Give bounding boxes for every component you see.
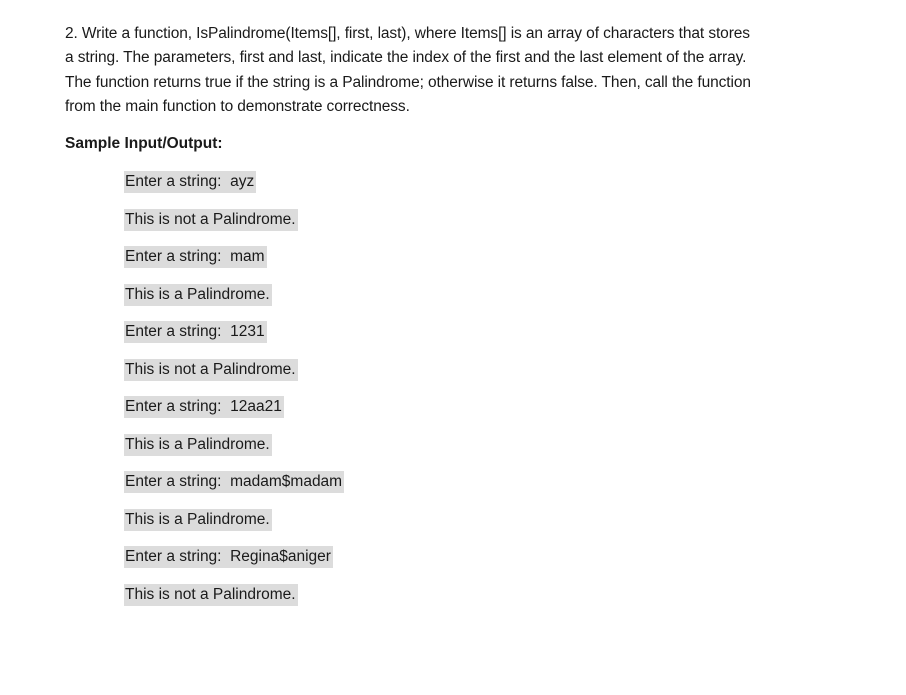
- sample-io-text: Enter a string: mam: [124, 246, 267, 268]
- sample-io-line: [124, 171, 344, 209]
- question-line-3: The function returns true if the string is a Palindrome; otherwise it returns false. Then, call the function: [65, 73, 751, 91]
- sample-io-text: This is a Palindrome.: [124, 434, 272, 456]
- sample-io-list: [124, 171, 344, 621]
- sample-io-text: This is a Palindrome.: [124, 284, 272, 306]
- sample-io-text: This is not a Palindrome.: [124, 359, 298, 381]
- sample-io-text: This is a Palindrome.: [124, 509, 272, 531]
- sample-io-text: Enter a string: 12aa21: [124, 396, 284, 418]
- sample-io-line: [124, 434, 344, 472]
- sample-io-text: This is not a Palindrome.: [124, 209, 298, 231]
- sample-io-line: [124, 471, 344, 509]
- sample-io-text: Enter a string: Regina$aniger: [124, 546, 333, 568]
- sample-io-line: [124, 509, 344, 547]
- sample-io-line: [124, 321, 344, 359]
- question-text: [65, 22, 865, 119]
- sample-io-line: [124, 246, 344, 284]
- sample-io-line: [124, 396, 344, 434]
- question-line-1: 2. Write a function, IsPalindrome(Items[], first, last), where Items[] is an array of characters that stores: [65, 25, 750, 42]
- sample-io-line: [124, 546, 344, 584]
- question-line-2: a string. The parameters, first and last, indicate the index of the first and the last element of the array.: [65, 49, 747, 67]
- sample-io-text: Enter a string: 1231: [124, 321, 267, 343]
- sample-heading: Sample Input/Output:: [65, 135, 223, 152]
- sample-io-line: [124, 584, 344, 622]
- sample-io-line: [124, 209, 344, 247]
- sample-io-text: Enter a string: ayz: [124, 171, 256, 193]
- sample-io-line: [124, 284, 344, 322]
- sample-io-line: [124, 359, 344, 397]
- sample-io-text: Enter a string: madam$madam: [124, 471, 344, 493]
- question-line-4: from the main function to demonstrate correctness.: [65, 97, 410, 115]
- sample-io-text: This is not a Palindrome.: [124, 584, 298, 606]
